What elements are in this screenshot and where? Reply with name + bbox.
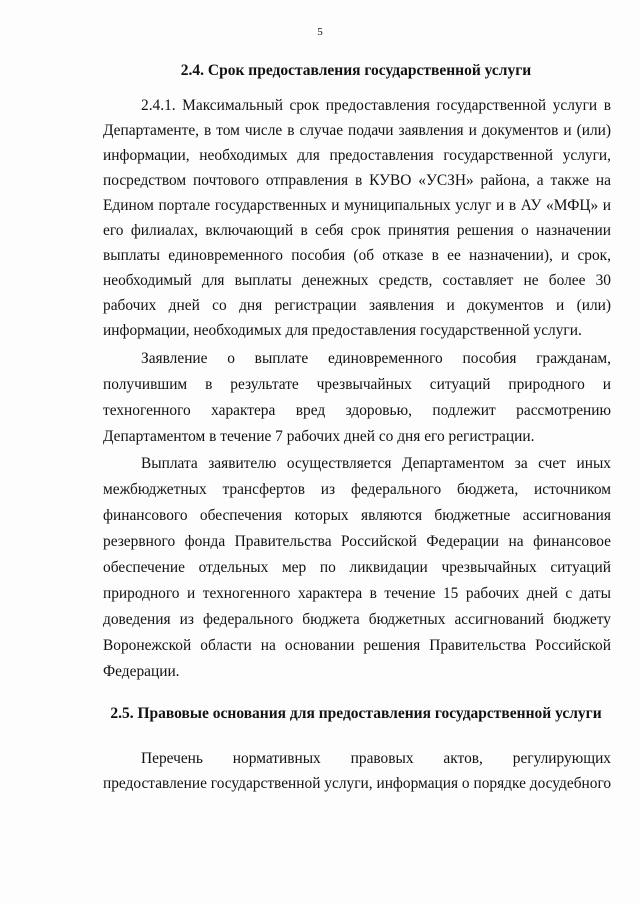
paragraph-line: получившим в результате чрезвычайных ситуаций природного и bbox=[103, 376, 611, 393]
paragraph-line: информации, необходимых для предоставления государственной услуги. bbox=[103, 322, 582, 339]
paragraph-line: предоставление государственной услуги, информация о порядке досудебного bbox=[103, 775, 612, 792]
paragraph-line: обеспечение отдельных мер по ликвидации чрезвычайных ситуаций bbox=[103, 559, 611, 576]
paragraph-line: Выплата заявителю осуществляется Департаментом за счет иных bbox=[141, 455, 611, 472]
paragraph-line: Департаменте, в том числе в случае подачи заявления и документов и (или) bbox=[103, 122, 611, 139]
paragraph-line: Воронежской области на основании решения Правительства Российской bbox=[103, 637, 611, 654]
paragraph-line: Федерации. bbox=[103, 663, 180, 680]
paragraph-line: информации, необходимых для предоставления государственной услуги, bbox=[103, 147, 611, 164]
section-heading-2-5: 2.5. Правовые основания для предоставления государственной услуги bbox=[110, 705, 602, 722]
paragraph-line: природного и техногенного характера в течение 15 рабочих дней с даты bbox=[103, 585, 611, 602]
paragraph-line: Заявление о выплате единовременного пособия гражданам, bbox=[141, 350, 611, 367]
paragraph-line: финансового обеспечения которых являются бюджетные ассигнования bbox=[103, 507, 611, 524]
paragraph-line: техногенного характера вред здоровью, подлежит рассмотрению bbox=[103, 402, 611, 419]
paragraph-line: его филиалах, включающий в себя срок принятия решения о назначении bbox=[103, 222, 611, 239]
paragraph-line: посредством почтового отправления в КУВО «УСЗН» района, а также на bbox=[103, 172, 611, 189]
paragraph-line: выплаты единовременного пособия (об отказе в ее назначении), и срок, bbox=[103, 247, 611, 264]
paragraph-line: межбюджетных трансфертов из федерального бюджета, источником bbox=[103, 481, 611, 498]
paragraph-line: Департаментом в течение 7 рабочих дней со дня его регистрации. bbox=[103, 428, 535, 445]
section-heading-2-4: 2.4. Срок предоставления государственной услуги bbox=[180, 62, 532, 79]
paragraph-line: рабочих дней со дня регистрации заявления и документов и (или) bbox=[103, 297, 611, 314]
paragraph-line: резервного фонда Правительства Российской Федерации на финансовое bbox=[103, 533, 611, 550]
paragraph-line: Перечень нормативных правовых актов, регулирующих bbox=[141, 750, 611, 767]
paragraph-line: доведения из федерального бюджета бюджетных ассигнований бюджету bbox=[103, 611, 611, 628]
paragraph-line: необходимый для выплаты денежных средств, составляет не более 30 bbox=[103, 272, 611, 289]
paragraph-line: Едином портале государственных и муниципальных услуг и в АУ «МФЦ» и bbox=[103, 197, 611, 214]
paragraph-line: 2.4.1. Максимальный срок предоставления государственной услуги в bbox=[141, 97, 611, 114]
page-number: 5 bbox=[317, 26, 323, 38]
